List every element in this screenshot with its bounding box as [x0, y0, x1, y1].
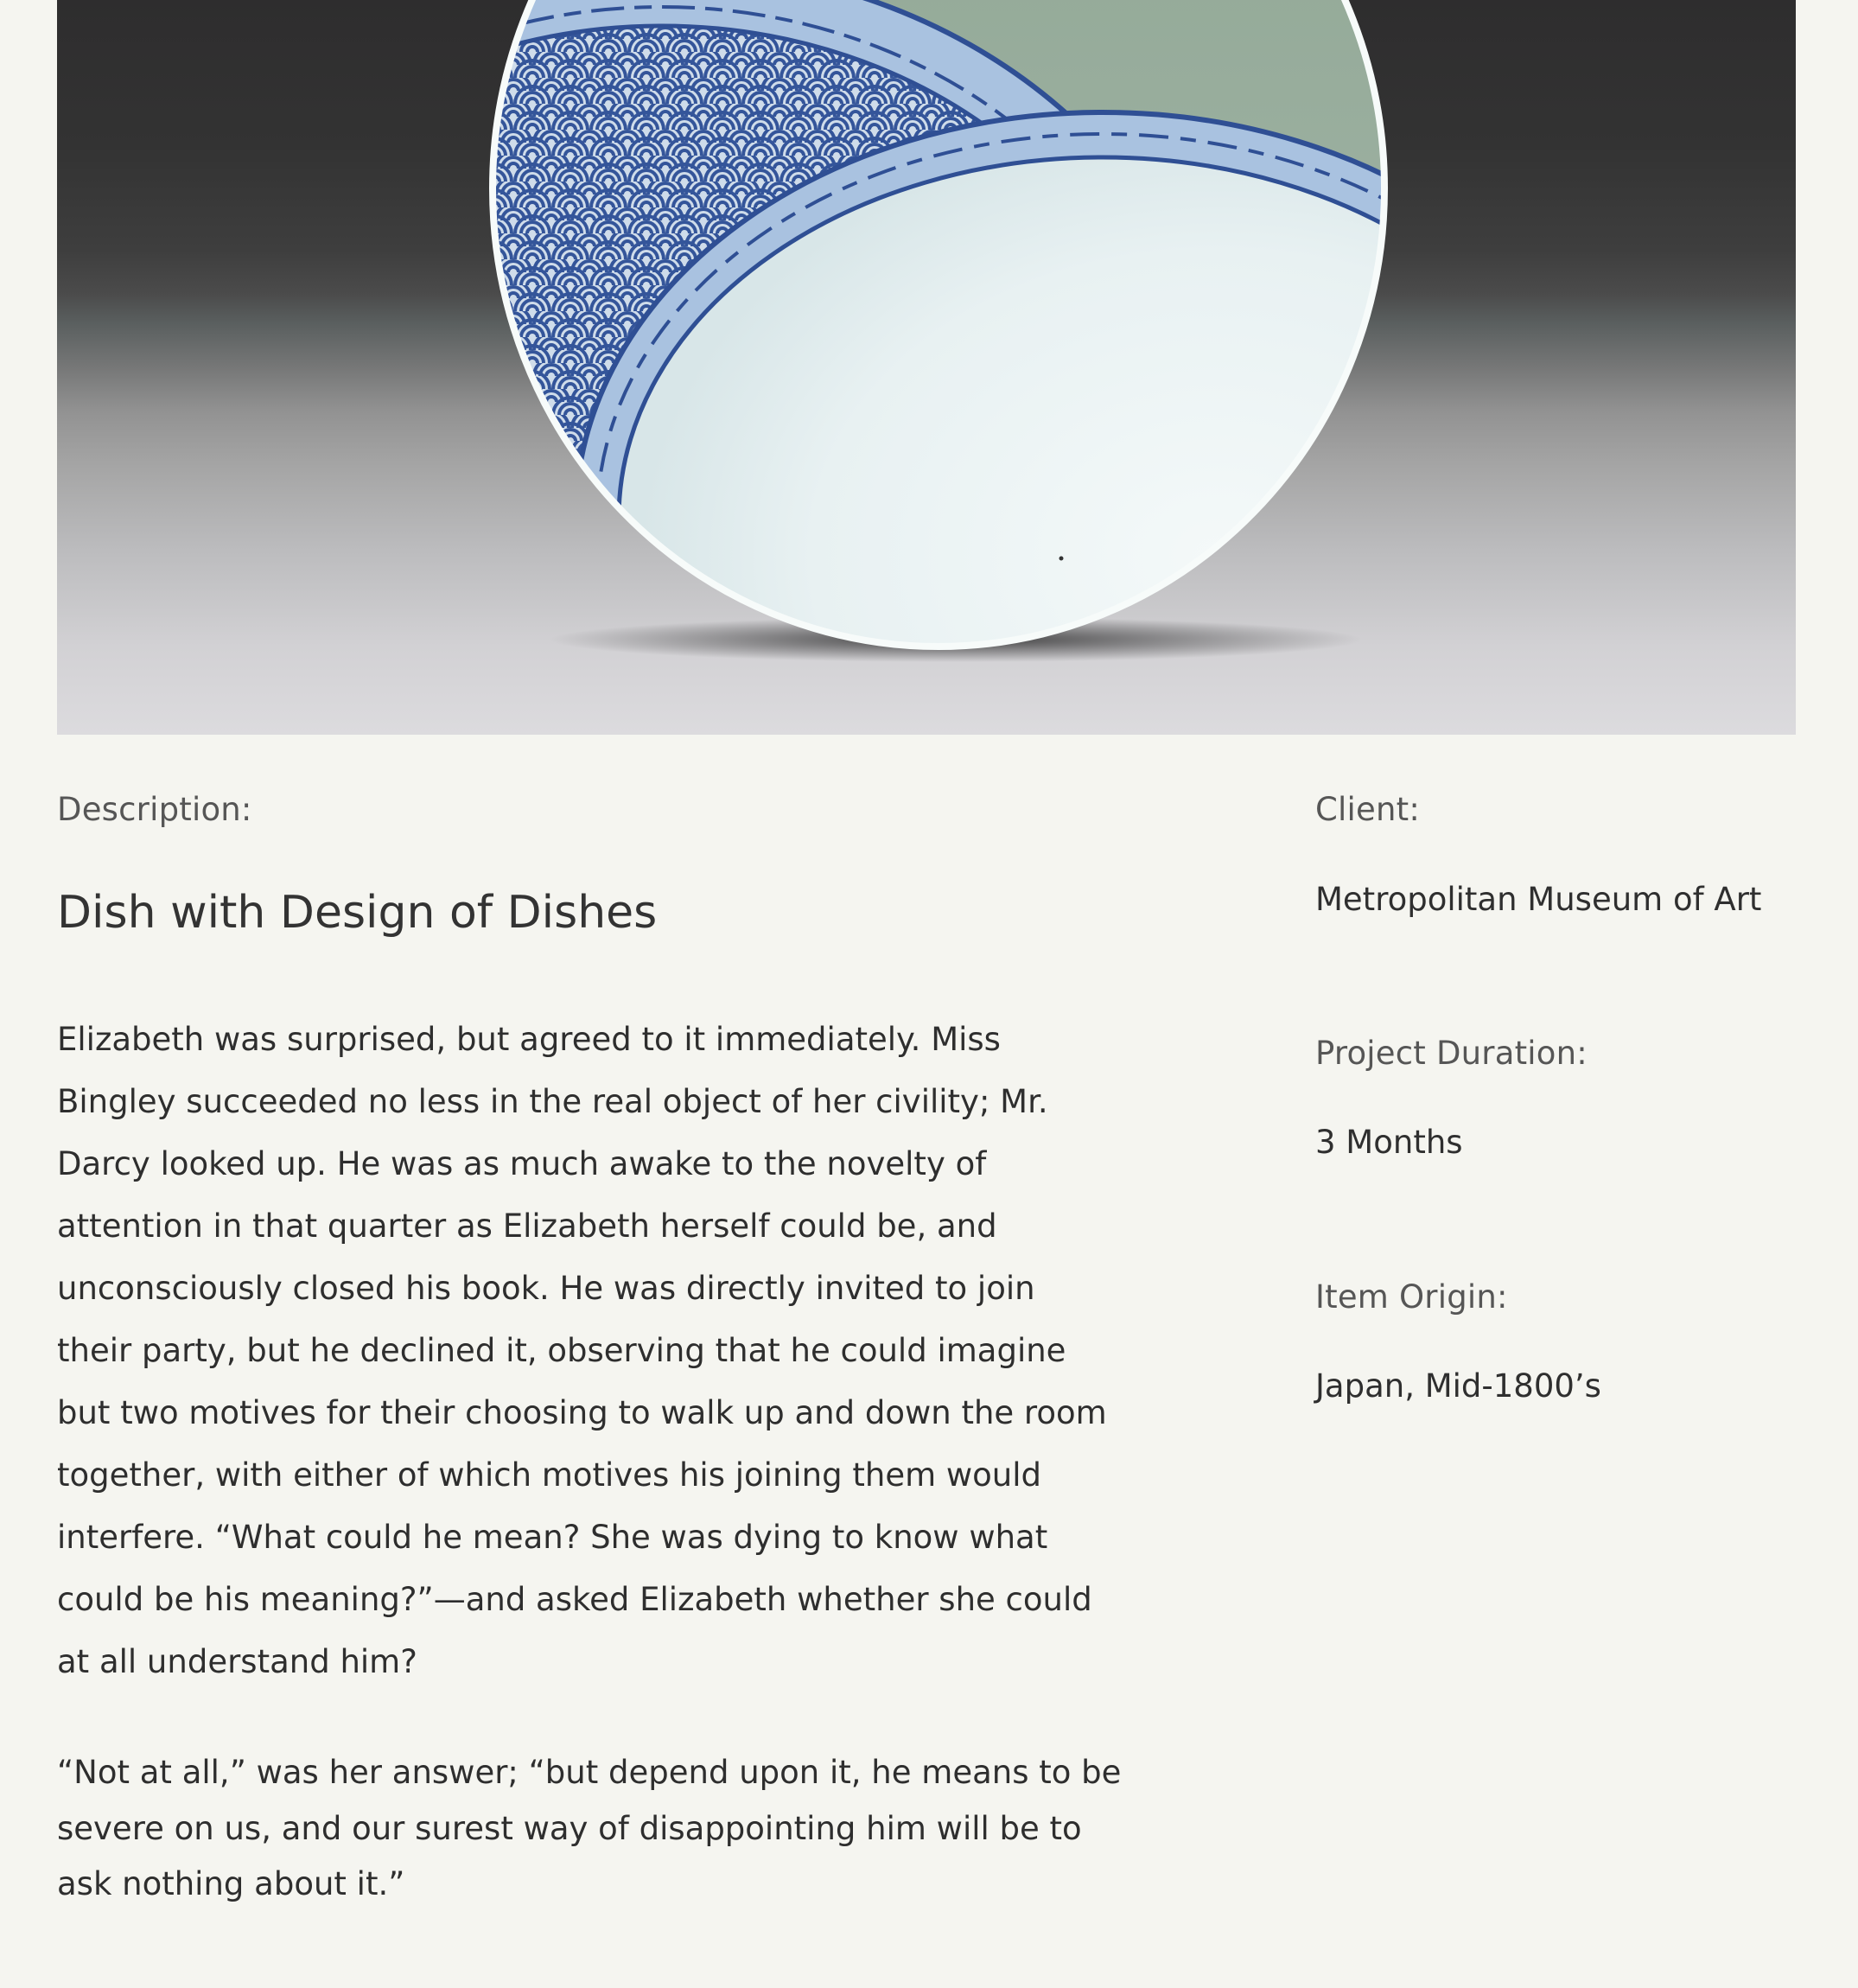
- text-line: Bingley succeeded no less in the real object of her civility; Mr.: [57, 1083, 1048, 1120]
- text-line: but two motives for their choosing to walk up and down the room: [57, 1394, 1107, 1431]
- item-title: Dish with Design of Dishes: [57, 887, 658, 939]
- text-line: Darcy looked up. He was as much awake to the novelty of: [57, 1145, 987, 1182]
- text-line: at all understand him?: [57, 1643, 417, 1680]
- duration-value: 3 Months: [1315, 1124, 1463, 1161]
- origin-label: Item Origin:: [1315, 1278, 1508, 1316]
- text-line: unconsciously closed his book. He was directly invited to join: [57, 1270, 1035, 1307]
- text-line: ask nothing about it.”: [57, 1865, 405, 1902]
- description-label: Description:: [57, 791, 252, 828]
- text-line: attention in that quarter as Elizabeth herself could be, and: [57, 1207, 997, 1245]
- hero-image: [57, 0, 1796, 735]
- text-line: “Not at all,” was her answer; “but depend upon it, he means to be: [57, 1754, 1122, 1791]
- text-line: together, with either of which motives his joining them would: [57, 1456, 1042, 1494]
- text-line: Elizabeth was surprised, but agreed to it immediately. Miss: [57, 1021, 1001, 1058]
- text-line: their party, but he declined it, observing that he could imagine: [57, 1332, 1066, 1369]
- description-paragraph-1: [57, 1009, 1107, 1693]
- client-label: Client:: [1315, 791, 1420, 828]
- text-line: interfere. “What could he mean? She was dying to know what: [57, 1519, 1048, 1556]
- description-paragraph-2: [57, 1745, 1122, 1913]
- origin-value: Japan, Mid-1800’s: [1315, 1367, 1601, 1405]
- text-line: severe on us, and our surest way of disappointing him will be to: [57, 1809, 1082, 1847]
- duration-label: Project Duration:: [1315, 1035, 1588, 1072]
- dish-illustration: [57, 0, 1796, 735]
- text-line: could be his meaning?”—and asked Elizabeth whether she could: [57, 1581, 1092, 1618]
- client-value: Metropolitan Museum of Art: [1315, 881, 1762, 918]
